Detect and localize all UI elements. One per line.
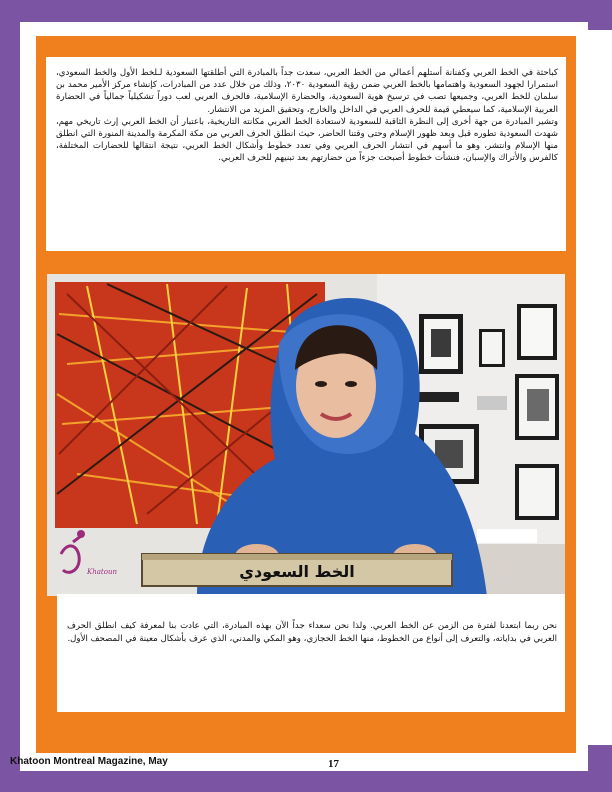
banner-text: الخط السعودي [239, 562, 355, 581]
magazine-footer: Khatoon Montreal Magazine, May [10, 756, 168, 767]
artist-photo [47, 274, 565, 596]
frame-bottom [0, 771, 612, 792]
intro-text-box [46, 57, 566, 251]
frame-right-bottom [588, 745, 612, 792]
intro-paragraph-2: وتشير المبادرة من جهة أخرى إلى النظرة الثاقبة للسعودية لاستعادة الخط العربي مكانته التاريخية، باعتبار أن الخط العربي إرث تاريخي مهم، شهدت السعودية تطوره قبل وبعد ظهور الإسلام وحتى وقتنا الحاضر، حيث انطلق الحرف العربي من مكة المكرمة والمدينة المنورة التي انطلق منها الإسلام وانتشر، وهو ما أسهم في انتشار الحرف العربي وفي تعدد خطوط وأشكال الخط العربي، نتيجة انتقالها للحضارات المختلفة، كالفرس والأتراك والإسبان، فنشأت خطوط أصبحت جزءاً من حضارتهم بعد تبنيهم للحرف العربي. [56, 116, 558, 164]
frame-right-top [588, 0, 612, 30]
intro-paragraph-1: كباحثة في الخط العربي وكفنانة أستلهم أعمالي من الخط العربي، سعدت جداً بالمبادرة التي أطلقتها السعودية لـلخط الأول والخط السعودي، استمرارا لجهود السعودية واهتمامها بالخط العربي ضمن رؤية السعودية ٢٠٣٠، وذلك من خلال عدد من المبادرات، كإنشاء مركز الأمير محمد بن سلمان للخط العربي، وجميعها تصب في ترسيخ هوية السعودية، والحضارة الإسلامية، فالحرف العربي لعب دوراً تشكيلياً جمالياً في الحضارة العربية الإسلامية، كما سيعطي قيمة للحرف العربي في الداخل والخارج، وتحقيق المزيد من الانتشار. [56, 68, 558, 115]
closing-paragraph: نحن ربما ابتعدنا لفترة من الزمن عن الخط العربي. ولذا نحن سعداء جداً الآن بهذه المبادرة، التي عادت بنا لمعرفة كيف انطلق الحرف العربي في بداياته، والتعرف إلى أنواع من الخطوط، منها الخط الحجازي، وهو المكي والمدني، الذي عرف بأشكال معينة في المصحف الأول. [67, 621, 557, 644]
closing-text-box [57, 594, 565, 712]
frame-left [0, 0, 20, 792]
logo-text: Khatoun [87, 568, 117, 576]
frame-top [0, 0, 612, 22]
page-number: 17 [328, 758, 339, 770]
